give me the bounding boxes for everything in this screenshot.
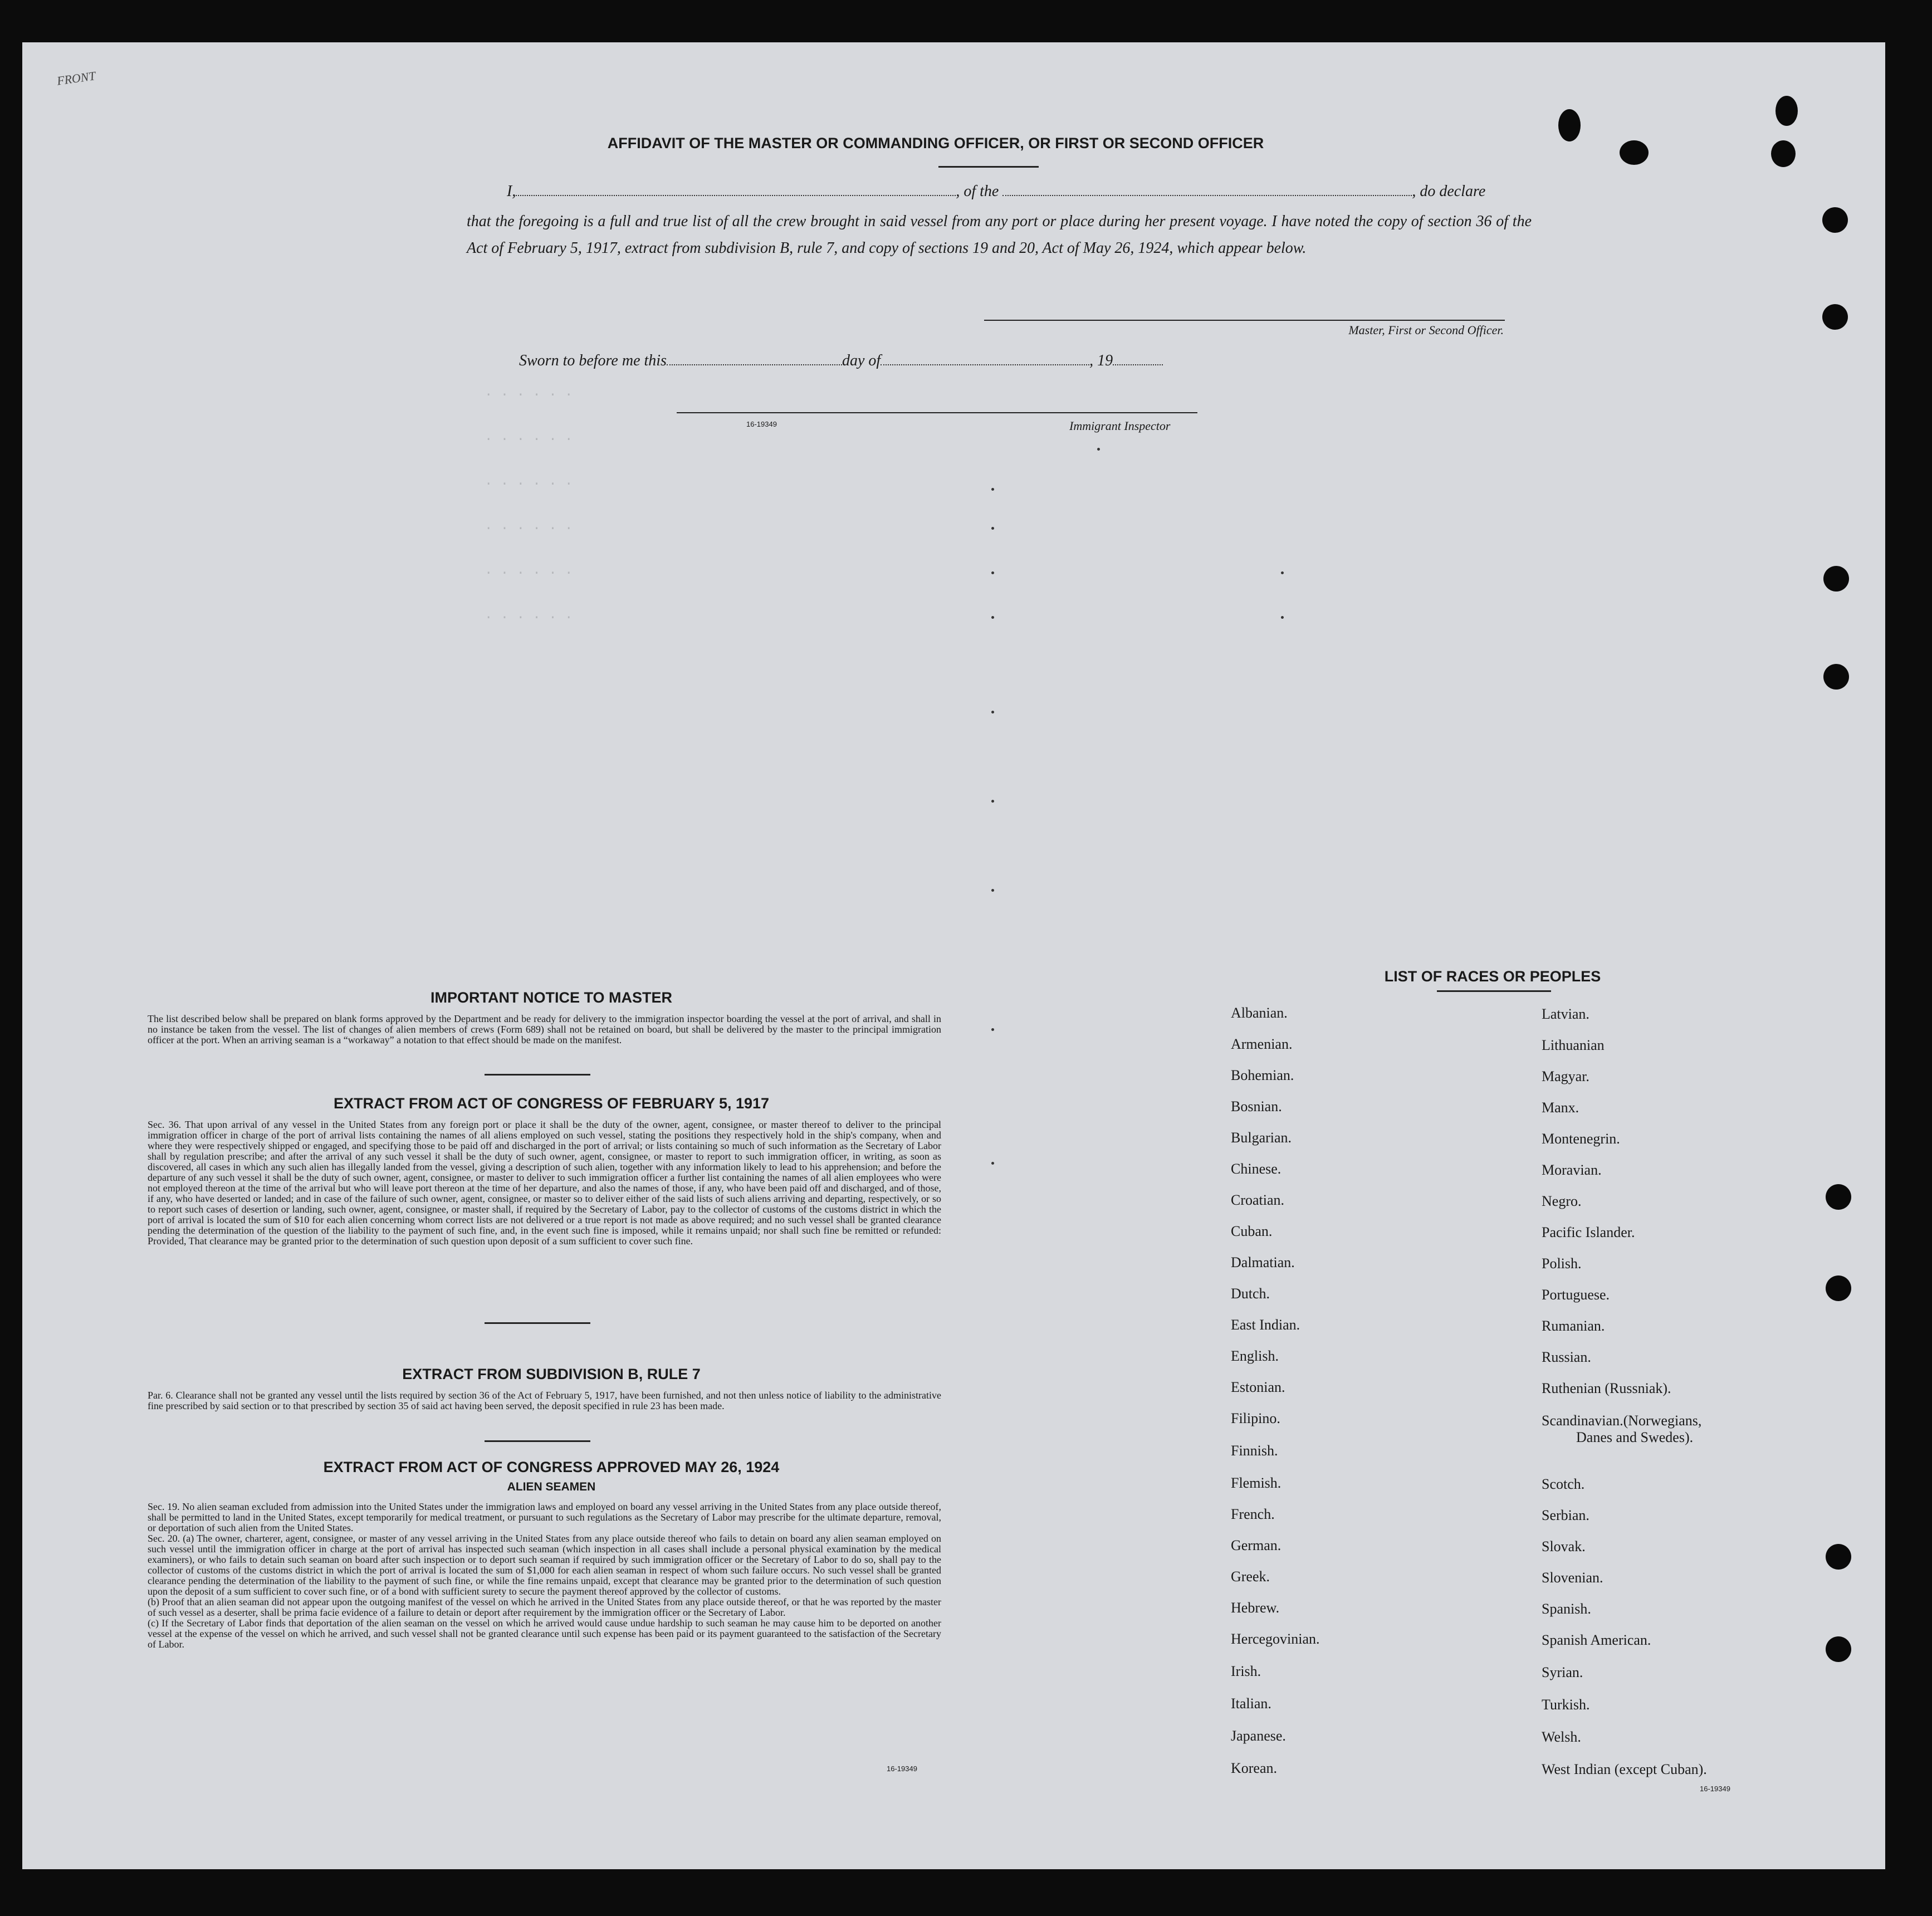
race-item: Estonian. bbox=[1231, 1379, 1285, 1395]
race-item: Irish. bbox=[1231, 1663, 1261, 1679]
document-page: · · · · · · · · · · · · · · · · · · · · · · · · · · · · · · · · · · · · FRONT AFFIDAVIT OF THE MASTER OR COMMANDING OFFICER, OR FIRST OR SECOND OFFICER I, , of the , do declare that the foregoing is a full and true list of all the crew brought in said vessel from any port or place during her present voyage. I have noted the copy of section 36 of the Act of February 5, 1917, extract from subdivision B, rule 7, and copy of sections 19 and 20, Act of May 26, 1924, which appear below. Master, First or Second Officer. Sworn to before me this day of , 19 16-19349 Immigrant Inspector IMPORTANT NOTICE TO MASTER The list described below shall be prepared on blank forms approved by the Department and be ready for delivery to the immigration inspector boarding the vessel at the port of arrival, and shall in no instance be taken from the vessel. The list of changes of alien members of crews (Form 689) shall not be retained on board, but shall be delivered by the master to the principal immigration officer at the port. When an arriving seaman is a “workaway” a notation to that effect should be made on the manifest. EXTRACT FROM ACT OF CONGRESS OF FEBRUARY 5, 1917 Sec. 36. That upon arrival of any vessel in the United States from any foreign port or place it shall be the duty of the owner, agent, consignee, or master thereof to deliver to the principal immigration officer in charge of the port of arrival lists containing the names of all aliens employed on such vessel, stating the positions they respectively hold in the ship's company, when and where they were respectively shipped or engaged, and specifying those to be paid off and discharged in the port of arrival; or lists containing so much of such information as the Secretary of Labor shall by regulation prescribe; and after the arrival of any such vessel it shall be the duty of such owner, agent, consignee, or master to report to such immigration officer, in writing, as soon as discovered, all cases in which any such alien has illegally landed from the vessel, giving a description of such alien, together with any information likely to lead to his apprehension; and before the departure of any such vessel it shall be the duty of such owner, agent, consignee, or master to deliver to such immigration officer a further list containing the names of all alien employees who were not employed thereon at the time of the arrival but who will leave port thereon at the time of her departure, and also the names of those, if any, who have been paid off and discharged, and of those, if any, who have deserted or landed; and in case of the failure of such owner, agent, consignee, or master so to deliver either of the said lists of such aliens arriving and departing, respectively, or so to report such cases of desertion or landing, such owner, agent, consignee, or master shall, if required by the Secretary of Labor, pay to the collector of customs of the customs district in which the port of arrival is located the sum of $10 for each alien concerning whom correct lists are not delivered or a true report is not made as above required; and no such vessel shall be granted clearance pending the determination of the question of the liability to the payment of such fine, and, in the event such fine is imposed, while it remains unpaid; nor shall such fine be remitted or refunded: Provided, That clearance may be granted prior to the determination of such question upon deposit of a sum sufficient to cover such fine. EXTRACT FROM SUBDIVISION B, RULE 7 Par. 6. Clearance shall not be granted any vessel until the lists required by section 36 of the Act of February 5, 1917, have been furnished, and not then unless notice of liability to the administrative fine prescribed by said section or to that prescribed by section 35 of said act having been served, the deposit specified in rule 23 has been made. EXTRACT FROM ACT OF CONGRESS APPROVED MAY 26, 1924 ALIEN SEAMEN Sec. 19. No alien seaman excluded from admission into the United States under the immigration laws and employed on board any vessel arriving in the United States from any place outside thereof, shall be permitted to land in the United States, except temporarily for medical treatment, or pursuant to such regulations as the Secretary of Labor may prescribe for the ultimate departure, removal, or deportation of such alien from the United States. Sec. 20. (a) The owner, charterer, agent, consignee, or master of any vessel arriving in the United States from any place outside thereof who fails to detain on board any alien seaman employed on such vessel until the immigration officer in charge at the port of arrival has inspected such seaman (which inspection in all cases shall include a personal physical examination by the medical examiners), or who fails to detain such seaman on board after such inspection or to deport such seaman if required by such immigration officer or the Secretary of Labor to do so, shall pay to the collector of customs of the customs district in which the port of arrival is located the sum of $1,000 for each alien seaman in respect of whom such failure occurs. No such vessel shall be granted clearance pending the determination of the liability to the payment of such fine, or while the fine remains unpaid, except that clearance may be granted prior to the determination of such question upon the deposit of a sum sufficient to cover such fine, or of a bond with sufficient surety to secure the payment thereof approved by the collector of customs. (b) Proof that an alien seaman did not appear upon the outgoing manifest of the vessel on which he arrived in the United States from any place outside thereof, or that he was reported by the master of such vessel as a deserter, shall be prima facie evidence of a failure to detain or deport after requirement by the immigration officer or the Secretary of Labor. (c) If the Secretary of Labor finds that deportation of the alien seaman on the vessel on which he arrived would cause undue hardship to such seaman he may cause him to be deported on another vessel at the expense of the vessel on which he arrived, and such vessel shall not be granted clearance until such expense has been paid or its payment guaranteed to the satisfaction of the Secretary of Labor. 16-19349 LIST OF RACES OR PEOPLES Albanian. Armenian. Bohemian. Bosnian. Bulgarian. Chinese. Croatian. Cuban. Dalmatian. Dutch. East Indian. English. Estonian. Filipino. Finnish. Flemish. French. German. Greek. Hebrew. Hercegovinian. Irish. Italian. Japanese. Korean. Latvian. Lithuanian Magyar. Manx. Montenegrin. Moravian. Negro. Pacific Islander. Polish. Portuguese. Rumanian. Russian. Ruthenian (Russniak). Scandinavian.(Norwegians, Danes and Swedes). Scotch. Serbian. Slovak. Slovenian. Spanish. Spanish American. Syrian. Turkish. Welsh. West Indian (except Cuban). 16-19349 bbox=[22, 42, 1885, 1869]
label-do-declare: , do declare bbox=[1412, 183, 1486, 200]
speck bbox=[991, 527, 994, 530]
vessel-blank-field bbox=[1002, 184, 1412, 196]
punch-hole bbox=[1822, 207, 1848, 233]
speck bbox=[1281, 571, 1284, 574]
race-item: Spanish. bbox=[1542, 1601, 1591, 1617]
speck bbox=[1097, 448, 1100, 451]
race-item: East Indian. bbox=[1231, 1317, 1300, 1333]
race-item: Filipino. bbox=[1231, 1410, 1280, 1426]
race-item: Latvian. bbox=[1542, 1006, 1589, 1022]
race-item: Ruthenian (Russniak). bbox=[1542, 1380, 1671, 1396]
race-item: Slovak. bbox=[1542, 1538, 1586, 1555]
year-blank-field bbox=[1113, 353, 1163, 365]
ink-blot bbox=[1620, 140, 1649, 165]
label-of-the: , of the bbox=[956, 183, 999, 200]
race-item: Rumanian. bbox=[1542, 1318, 1605, 1334]
speck bbox=[991, 616, 994, 619]
ink-blot bbox=[1771, 140, 1796, 167]
race-item: Korean. bbox=[1231, 1760, 1278, 1776]
notice-title: IMPORTANT NOTICE TO MASTER bbox=[431, 989, 672, 1006]
label-i: I, bbox=[507, 183, 516, 200]
notice-text: The list described below shall be prepared on blank forms approved by the Department and be ready for delivery to the immigration inspector boarding the vessel at the port of arrival, and shall in no instance be taken from the vessel. The list of changes of alien members of crews (Form 689) shall not be retained on board, but shall be delivered by the master to the principal immigration officer at the port. When an arriving seaman is a “workaway” a notation to that effect should be made on the manifest. bbox=[148, 1013, 941, 1045]
punch-hole bbox=[1826, 1184, 1851, 1210]
race-item: English. bbox=[1231, 1348, 1279, 1364]
rule7-divider bbox=[485, 1440, 590, 1442]
races-divider bbox=[1437, 990, 1551, 992]
race-item: Moravian. bbox=[1542, 1162, 1602, 1178]
section-20a: Sec. 20. (a) The owner, charterer, agent, consignee, or master of any vessel arriving in the United States from any place outside thereof who fails to detain on board any alien seaman employed on such vessel until the immigration officer in charge at the port of arrival has inspected such seaman (which inspection in all cases shall include a personal physical examination by the medical examiners), or who fails to detain such seaman on board after such inspection or to deport such seaman if required by such immigration officer or the Secretary of Labor to do so, shall pay to the collector of customs of the customs district in which the port of arrival is located the sum of $1,000 for each alien seaman in respect of whom such failure occurs. No such vessel shall be granted clearance pending the determination of the liability to the payment of such fine, or while the fine remains unpaid, except that clearance may be granted prior to the determination of such question upon the deposit of a sum sufficient to cover such fine, or of a bond with sufficient surety to secure the payment thereof approved by the collector of customs. bbox=[148, 1533, 941, 1597]
extract-1917-text: Sec. 36. That upon arrival of any vessel in the United States from any foreign port or place it shall be the duty of the owner, agent, consignee, or master thereof to deliver to the principal immigration officer in charge of the port of arrival lists containing the names of all aliens employed on such vessel, stating the positions they respectively hold in the ship's company, when and where they were respectively shipped or engaged, and specifying those to be paid off and discharged in the port of arrival; or lists containing so much of such information as the Secretary of Labor shall by regulation prescribe; and after the arrival of any such vessel it shall be the duty of such owner, agent, consignee, or master to report to such immigration officer, in writing, as soon as discovered, all cases in which any such alien has illegally landed from the vessel, giving a description of such alien, together with any information likely to lead to his apprehension; and before the departure of any such vessel it shall be the duty of such owner, agent, consignee, or master to deliver to such immigration officer a further list containing the names of all alien employees who were not employed thereon at the time of the arrival but who will leave port thereon at the time of her departure, and also the names of those, if any, who have been paid off and discharged, and of those, if any, who have deserted or landed; and in case of the failure of such owner, agent, consignee, or master so to deliver either of the said lists of such aliens arriving and departing, respectively, or so to report such cases of desertion or landing, such owner, agent, consignee, or master shall, if required by the Secretary of Labor, pay to the collector of customs of the customs district in which the port of arrival is located the sum of $10 for each alien concerning whom correct lists are not delivered or a true report is not made as above required; and no such vessel shall be granted clearance pending the determination of the question of the liability to the payment of such fine, and, in the event such fine is imposed, while it remains unpaid; nor shall such fine be remitted or refunded: Provided, That clearance may be granted prior to the determination of such question upon deposit of a sum sufficient to cover such fine. bbox=[148, 1119, 941, 1247]
speck bbox=[991, 488, 994, 491]
race-item: Scotch. bbox=[1542, 1476, 1585, 1492]
sworn-line bbox=[519, 352, 1163, 370]
race-item-continuation: Danes and Swedes). bbox=[1576, 1429, 1694, 1445]
punch-hole bbox=[1823, 566, 1849, 592]
race-item: Flemish. bbox=[1231, 1475, 1282, 1491]
section-20b: (b) Proof that an alien seaman did not appear upon the outgoing manifest of the vessel on which he arrived in the United States from any place outside thereof, or that he was reported by the master of such vessel as a deserter, shall be prima facie evidence of a failure to detain or deport after requirement by the immigration officer or the Secretary of Labor. bbox=[148, 1596, 941, 1618]
race-item: Pacific Islander. bbox=[1542, 1224, 1635, 1240]
title-divider bbox=[938, 166, 1039, 168]
punch-hole bbox=[1826, 1636, 1851, 1662]
extract-1924-title: EXTRACT FROM ACT OF CONGRESS APPROVED MAY 26, 1924 bbox=[323, 1459, 780, 1475]
race-item: French. bbox=[1231, 1506, 1275, 1522]
affidavit-form-number: 16-19349 bbox=[746, 420, 777, 428]
affidavit-title: AFFIDAVIT OF THE MASTER OR COMMANDING OFFICER, OR FIRST OR SECOND OFFICER bbox=[607, 135, 1264, 151]
label-day-of: day of bbox=[842, 352, 881, 369]
race-item: Chinese. bbox=[1231, 1161, 1282, 1177]
ink-blot bbox=[1776, 96, 1798, 126]
label-year: , 19 bbox=[1089, 352, 1113, 369]
race-item: Russian. bbox=[1542, 1349, 1591, 1365]
race-item: Slovenian. bbox=[1542, 1570, 1603, 1586]
race-item: Spanish American. bbox=[1542, 1632, 1651, 1648]
race-item: Polish. bbox=[1542, 1255, 1582, 1272]
race-item: Dalmatian. bbox=[1231, 1254, 1295, 1270]
race-item: Bohemian. bbox=[1231, 1067, 1294, 1083]
race-item: Bosnian. bbox=[1231, 1098, 1282, 1115]
ink-blot bbox=[1558, 109, 1581, 141]
extract-form-number: 16-19349 bbox=[887, 1765, 917, 1773]
extract-1917-divider bbox=[485, 1322, 590, 1324]
races-title: LIST OF RACES OR PEOPLES bbox=[1384, 968, 1601, 985]
race-item: Dutch. bbox=[1231, 1286, 1270, 1302]
race-item: Japanese. bbox=[1231, 1728, 1286, 1744]
race-item: Croatian. bbox=[1231, 1192, 1285, 1208]
inspector-signature-line bbox=[677, 412, 1197, 413]
corner-handwritten-mark: FRONT bbox=[56, 69, 97, 88]
race-item: Cuban. bbox=[1231, 1223, 1273, 1239]
extract-1917-title: EXTRACT FROM ACT OF CONGRESS OF FEBRUARY 5, 1917 bbox=[333, 1095, 770, 1112]
affidavit-body: that the foregoing is a full and true list of all the crew brought in said vessel from any port or place during her present voyage. I have noted the copy of section 36 of the Act of February 5, 1917, extract from subdivision B, rule 7, and copy of sections 19 and 20, Act of May 26, 1924, which appear below. bbox=[467, 213, 1532, 257]
race-item: Welsh. bbox=[1542, 1729, 1581, 1745]
race-item: Negro. bbox=[1542, 1193, 1582, 1209]
alien-seamen-subtitle: ALIEN SEAMEN bbox=[507, 1480, 596, 1493]
label-sworn-before: Sworn to before me this bbox=[519, 352, 667, 369]
race-item: Finnish. bbox=[1231, 1443, 1278, 1459]
punch-hole bbox=[1822, 304, 1848, 330]
section-19: Sec. 19. No alien seaman excluded from admission into the United States under the immigration laws and employed on board any vessel arriving in the United States from any place outside thereof, shall be permitted to land in the United States, except temporarily for medical treatment, or pursuant to such regulations as the Secretary of Labor may prescribe for the ultimate departure, removal, or deportation of such alien from the United States. bbox=[148, 1501, 941, 1533]
race-item: Serbian. bbox=[1542, 1507, 1589, 1523]
races-form-number: 16-19349 bbox=[1700, 1785, 1730, 1793]
speck bbox=[991, 1028, 994, 1031]
speck bbox=[991, 800, 994, 803]
race-item: Hebrew. bbox=[1231, 1600, 1280, 1616]
race-item: Magyar. bbox=[1542, 1068, 1589, 1084]
speck bbox=[1281, 616, 1284, 619]
speck bbox=[991, 1162, 994, 1165]
day-blank-field bbox=[667, 353, 842, 365]
race-item: Manx. bbox=[1542, 1099, 1579, 1116]
officer-signature-label: Master, First or Second Officer. bbox=[1348, 323, 1504, 337]
inspector-label: Immigrant Inspector bbox=[1069, 419, 1171, 433]
affidavit-line-1 bbox=[507, 183, 1534, 201]
name-blank-field bbox=[516, 184, 956, 196]
punch-hole bbox=[1826, 1544, 1851, 1570]
section-20c: (c) If the Secretary of Labor finds that deportation of the alien seaman on the vessel on which he arrived would cause undue hardship to such seaman he may cause him to be deported on another vessel at the expense of the vessel on which he arrived, and such vessel shall not be granted clearance until such expense has been paid or its payment guaranteed to the satisfaction of the Secretary of Labor. bbox=[148, 1617, 941, 1650]
speck bbox=[991, 889, 994, 892]
month-blank-field bbox=[881, 353, 1089, 365]
rule7-text: Par. 6. Clearance shall not be granted any vessel until the lists required by section 36 of the Act of February 5, 1917, have been furnished, and not then unless notice of liability to the administrative fine prescribed by said section or to that prescribed by section 35 of said act having been served, the deposit specified in rule 23 has been made. bbox=[148, 1390, 941, 1411]
race-item: Lithuanian bbox=[1542, 1037, 1605, 1053]
race-item: Albanian. bbox=[1231, 1005, 1288, 1021]
officer-signature-line bbox=[984, 320, 1505, 321]
notice-divider bbox=[485, 1074, 590, 1076]
rule7-title: EXTRACT FROM SUBDIVISION B, RULE 7 bbox=[402, 1366, 701, 1382]
race-item: Montenegrin. bbox=[1542, 1131, 1620, 1147]
extract-1924-text bbox=[148, 1502, 941, 1650]
race-item: Greek. bbox=[1231, 1568, 1270, 1585]
race-item: Portuguese. bbox=[1542, 1287, 1610, 1303]
race-item: Bulgarian. bbox=[1231, 1130, 1292, 1146]
punch-hole bbox=[1823, 664, 1849, 690]
race-item: West Indian (except Cuban). bbox=[1542, 1761, 1707, 1777]
speck bbox=[991, 711, 994, 713]
speck bbox=[991, 571, 994, 574]
race-item: Armenian. bbox=[1231, 1036, 1293, 1052]
race-item: Italian. bbox=[1231, 1695, 1271, 1712]
race-item: Syrian. bbox=[1542, 1664, 1583, 1680]
race-item: German. bbox=[1231, 1537, 1282, 1553]
punch-hole bbox=[1826, 1275, 1851, 1301]
race-item: Turkish. bbox=[1542, 1697, 1590, 1713]
race-item: Scandinavian.(Norwegians, bbox=[1542, 1412, 1702, 1429]
race-item: Hercegovinian. bbox=[1231, 1631, 1320, 1647]
